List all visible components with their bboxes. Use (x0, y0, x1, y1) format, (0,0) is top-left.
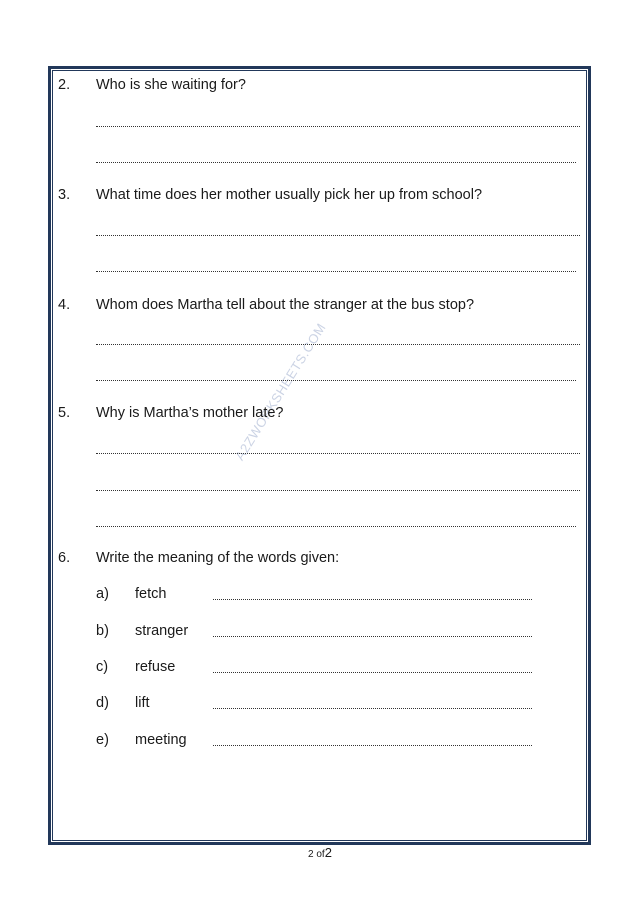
page-current: 2 (308, 849, 314, 860)
vocab-letter: a) (96, 586, 109, 602)
question-number: 5. (58, 405, 71, 421)
vocab-word: stranger (135, 623, 189, 639)
question-text: Why is Martha’s mother late? (96, 405, 284, 421)
answer-line[interactable] (96, 451, 580, 454)
answer-line[interactable] (96, 378, 576, 381)
answer-line[interactable] (96, 342, 580, 345)
answer-line[interactable] (213, 597, 532, 600)
answer-line[interactable] (96, 524, 576, 527)
vocab-word: refuse (135, 659, 176, 675)
answer-line[interactable] (213, 670, 532, 673)
question-number: 3. (58, 187, 71, 203)
vocab-word: meeting (135, 732, 187, 748)
answer-line[interactable] (213, 634, 532, 637)
answer-line[interactable] (96, 233, 580, 236)
question-number: 4. (58, 297, 71, 313)
answer-line[interactable] (96, 488, 580, 491)
answer-line[interactable] (96, 269, 576, 272)
question-number: 6. (58, 550, 71, 566)
answer-line[interactable] (96, 124, 580, 127)
vocab-word: lift (135, 695, 150, 711)
vocab-letter: d) (96, 695, 109, 711)
question-text: Whom does Martha tell about the stranger at the bus stop? (96, 297, 475, 313)
question-text: What time does her mother usually pick her up from school? (96, 187, 483, 203)
vocab-letter: c) (96, 659, 109, 675)
answer-line[interactable] (213, 706, 532, 709)
page-of-label: of (316, 849, 325, 860)
page-number (0, 847, 640, 861)
question-text: Write the meaning of the words given: (96, 550, 340, 566)
vocab-letter: e) (96, 732, 109, 748)
page-total: 2 (324, 845, 332, 860)
answer-line[interactable] (96, 160, 576, 163)
watermark-text: A2ZWORKSHEETS.COM (232, 320, 329, 463)
question-text: Who is she waiting for? (96, 77, 246, 93)
answer-line[interactable] (213, 743, 532, 746)
vocab-word: fetch (135, 586, 167, 602)
question-number: 2. (58, 77, 71, 93)
vocab-letter: b) (96, 623, 109, 639)
